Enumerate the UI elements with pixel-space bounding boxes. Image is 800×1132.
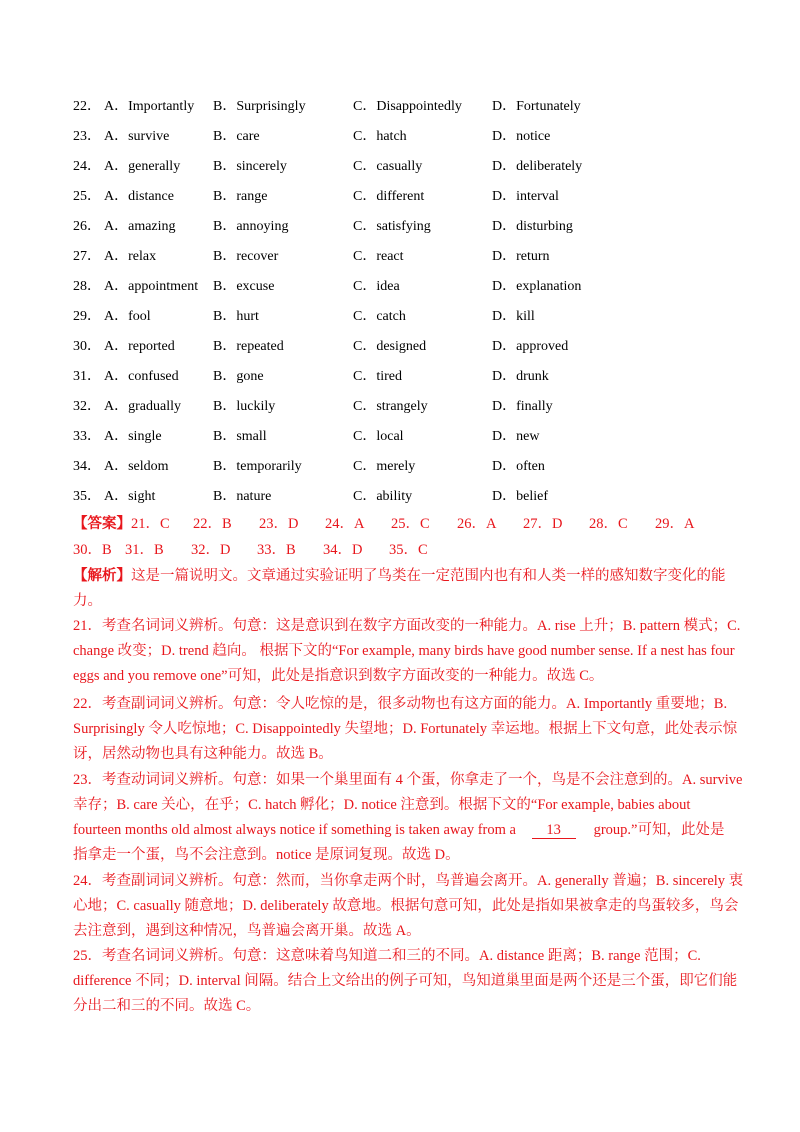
option-d: D．explanation: [492, 279, 582, 294]
question-number: 35．: [73, 489, 101, 504]
explanation-23-line: [73, 820, 733, 840]
explanation-22-line: 讶，居然动物也具有这种能力。故选 B。: [73, 746, 333, 762]
option-d: D．finally: [492, 399, 553, 414]
option-b: B．range: [213, 189, 268, 204]
answer-item: 29．A: [655, 516, 695, 532]
analysis-text: 这是一篇说明文。文章通过实验证明了鸟类在一定范围内也有和人类一样的感知数字变化的能: [131, 568, 726, 584]
option-c: C．local: [353, 429, 404, 444]
option-b: B．temporarily: [213, 459, 302, 474]
option-d: D．return: [492, 249, 550, 264]
option-d: D．often: [492, 459, 545, 474]
answer-item: 31．B: [125, 542, 164, 558]
answer-label: 【答案】: [73, 516, 131, 532]
explanation-22-line: 22．考查副词词义辨析。句意：令人吃惊的是，很多动物也有这方面的能力。A. Importantly 重要地；B.: [73, 696, 728, 712]
option-d: D．notice: [492, 129, 551, 144]
option-c: C．react: [353, 249, 404, 264]
answer-item: 22．B: [193, 516, 232, 532]
option-a: A．distance: [104, 189, 174, 204]
answer-item: 35．C: [389, 542, 428, 558]
explanation-23-text: group.”可知，此处是: [593, 822, 725, 838]
option-d: D．disturbing: [492, 219, 573, 234]
analysis-label: 【解析】: [73, 568, 131, 584]
option-c: C．catch: [353, 309, 406, 324]
option-c: C．ability: [353, 489, 413, 504]
option-d: D．kill: [492, 309, 535, 324]
explanation-22-line: Surprisingly 令人吃惊地；C. Disappointedly 失望地；D. Fortunately 幸运地。根据上下文句意，此处表示惊: [73, 721, 738, 737]
option-b: B．sincerely: [213, 159, 287, 174]
answer-item: 28．C: [589, 516, 628, 532]
answer-item: 34．D: [323, 542, 363, 558]
option-d: D．approved: [492, 339, 569, 354]
answer-item: 26．A: [457, 516, 497, 532]
explanation-24-line: 去注意到，遇到这种情况，鸟普遍会离开巢。故选 A。: [73, 923, 421, 939]
explanation-23-line: 23．考查动词词义辨析。句意：如果一个巢里面有 4 个蛋，你拿走了一个，鸟是不会注意到的。A. survive: [73, 772, 743, 788]
answer-item: 33．B: [257, 542, 296, 558]
option-d: D．drunk: [492, 369, 549, 384]
explanation-24-line: 心地；C. casually 随意地；D. deliberately 故意地。根据句意可知，此处是指如果被拿走的鸟蛋较多，鸟会: [73, 898, 739, 914]
option-c: C．designed: [353, 339, 427, 354]
explanation-21-line: change 改变；D. trend 趋向。 根据下文的“For example, many birds have good number sense. If a nest has four: [73, 643, 735, 659]
analysis-line-2: 力。: [73, 593, 102, 609]
answer-item: 32．D: [191, 542, 231, 558]
question-number: 34．: [73, 459, 101, 474]
answer-item: 23．D: [259, 516, 299, 532]
option-c: C．satisfying: [353, 219, 431, 234]
question-number: 25．: [73, 189, 101, 204]
option-a: A．relax: [104, 249, 157, 264]
option-a: A．appointment: [104, 279, 199, 294]
option-b: B．repeated: [213, 339, 284, 354]
explanation-21-line: 21．考查名词词义辨析。句意：这是意识到在数字方面改变的一种能力。A. rise 上升；B. pattern 模式；C.: [73, 618, 741, 634]
option-a: A．sight: [104, 489, 156, 504]
option-a: A．Importantly: [104, 99, 195, 114]
option-a: A．single: [104, 429, 162, 444]
question-number: 27．: [73, 249, 101, 264]
option-b: B．recover: [213, 249, 279, 264]
question-number: 30．: [73, 339, 101, 354]
analysis-line-1: [73, 566, 733, 586]
option-c: C．idea: [353, 279, 400, 294]
explanation-21-line: eggs and you remove one”可知，此处是指意识到数字方面改变的一种能力。故选 C。: [73, 668, 604, 684]
explanation-23-line: 幸存；B. care 关心，在乎；C. hatch 孵化；D. notice 注意到。根据下文的“For example, babies about: [73, 797, 691, 813]
option-a: A．fool: [104, 309, 151, 324]
question-number: 28．: [73, 279, 101, 294]
option-a: A．confused: [104, 369, 179, 384]
question-number: 32．: [73, 399, 101, 414]
explanation-24-line: 24．考查副词词义辨析。句意：然而，当你拿走两个时，鸟普遍会离开。A. generally 普遍；B. sincerely 衷: [73, 873, 744, 889]
option-a: A．generally: [104, 159, 181, 174]
explanation-25-line: difference 不同；D. interval 间隔。结合上文给出的例子可知，鸟知道巢里面是两个还是三个蛋，即它们能: [73, 973, 738, 989]
option-a: A．survive: [104, 129, 170, 144]
option-b: B．small: [213, 429, 267, 444]
explanation-25-line: 25．考查名词词义辨析。句意：这意味着鸟知道二和三的不同。A. distance 距离；B. range 范围；C.: [73, 948, 701, 964]
option-c: C．Disappointedly: [353, 99, 462, 114]
explanation-23-text: fourteen months old almost always notice if something is taken away from a: [73, 822, 516, 838]
option-b: B．hurt: [213, 309, 259, 324]
answer-item: 27．D: [523, 516, 563, 532]
question-number: 31．: [73, 369, 101, 384]
question-number: 26．: [73, 219, 101, 234]
option-c: C．tired: [353, 369, 402, 384]
option-c: C．merely: [353, 459, 416, 474]
option-a: A．reported: [104, 339, 175, 354]
option-d: D．new: [492, 429, 540, 444]
answer-item: 21．C: [131, 516, 170, 532]
question-number: 23．: [73, 129, 101, 144]
option-c: C．casually: [353, 159, 423, 174]
option-b: B．excuse: [213, 279, 275, 294]
answer-item: 24．A: [325, 516, 365, 532]
option-d: D．interval: [492, 189, 559, 204]
option-a: A．seldom: [104, 459, 169, 474]
option-a: A．gradually: [104, 399, 181, 414]
answer-item: 25．C: [391, 516, 430, 532]
option-b: B．luckily: [213, 399, 276, 414]
explanation-23-line: 指拿走一个蛋，鸟不会注意到。notice 是原词复现。故选 D。: [73, 847, 460, 863]
option-b: B．Surprisingly: [213, 99, 306, 114]
option-d: D．Fortunately: [492, 99, 581, 114]
option-d: D．belief: [492, 489, 548, 504]
question-number: 33．: [73, 429, 101, 444]
option-b: B．annoying: [213, 219, 289, 234]
question-number: 22．: [73, 99, 101, 114]
question-number: 24．: [73, 159, 101, 174]
option-c: C．strangely: [353, 399, 428, 414]
question-number: 29．: [73, 309, 101, 324]
option-b: B．nature: [213, 489, 272, 504]
blank-number: 13: [532, 822, 576, 839]
option-b: B．care: [213, 129, 260, 144]
option-b: B．gone: [213, 369, 264, 384]
explanation-25-line: 分出二和三的不同。故选 C。: [73, 998, 261, 1014]
option-c: C．hatch: [353, 129, 407, 144]
option-a: A．amazing: [104, 219, 176, 234]
answer-item: 30．B: [73, 542, 112, 558]
option-c: C．different: [353, 189, 425, 204]
option-d: D．deliberately: [492, 159, 583, 174]
